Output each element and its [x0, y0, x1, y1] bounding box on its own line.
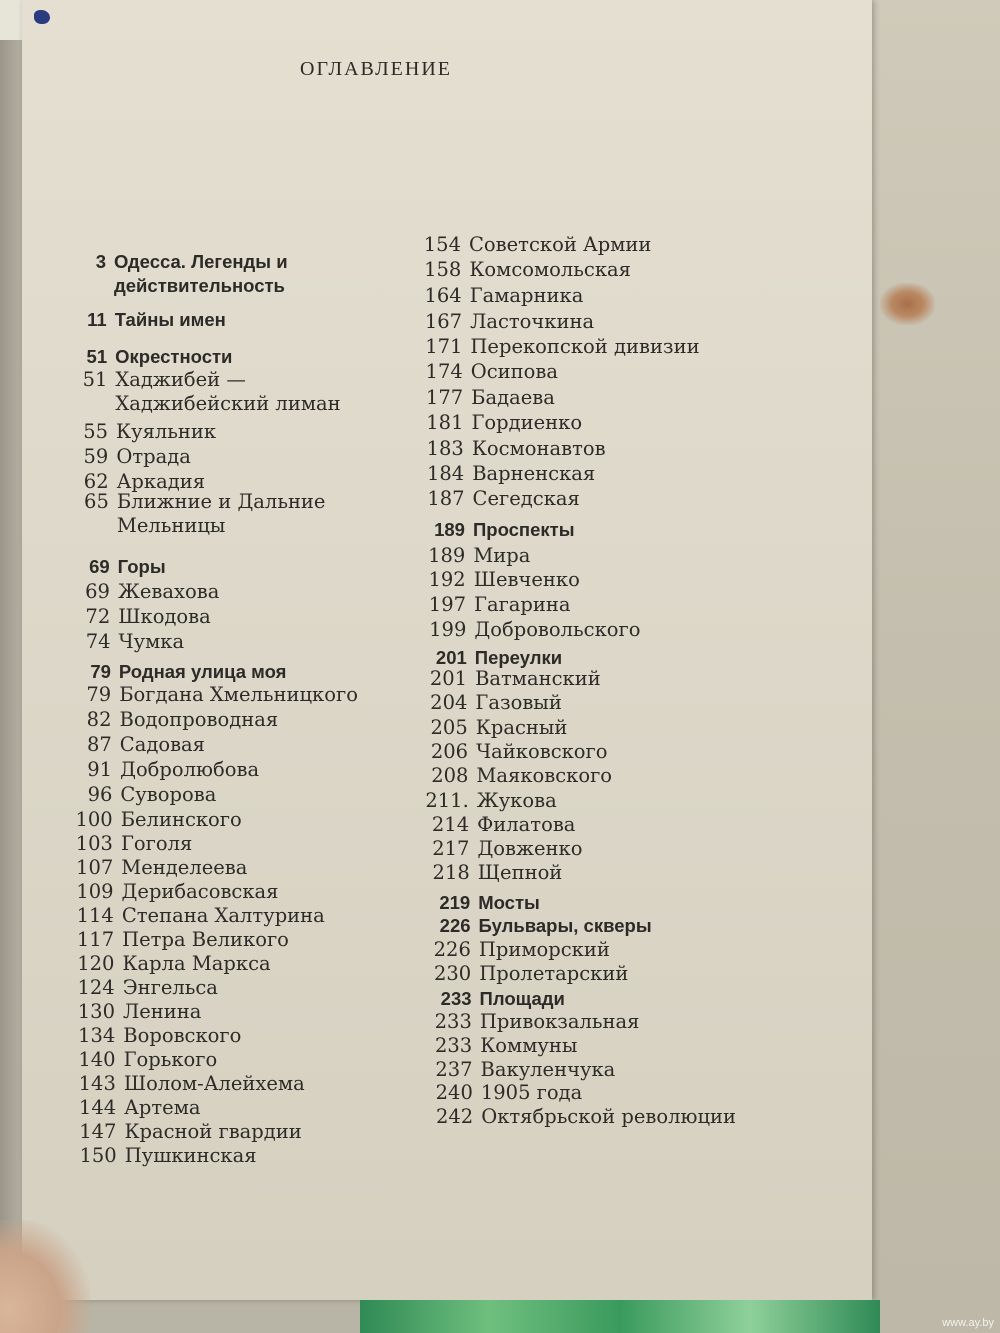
- toc-entry-label: Одесса. Легенды и действительность: [114, 251, 288, 296]
- toc-entry-label: Шолом-Алейхема: [123, 1072, 305, 1095]
- toc-page-number: 164: [424, 284, 462, 307]
- toc-page-number: 211.: [425, 789, 469, 812]
- toc-entry: [405, 233, 651, 257]
- toc-page-number: 233: [434, 1010, 472, 1033]
- toc-entry-label: Газовый: [475, 691, 562, 714]
- toc-page-number: 242: [435, 1105, 474, 1128]
- toc-entry-label: Водопроводная: [119, 708, 279, 731]
- toc-entry-label: Октябрьской революции: [481, 1105, 736, 1128]
- toc-entry-label: Шевченко: [473, 568, 580, 591]
- toc-entry-label: Родная улица моя: [118, 661, 287, 682]
- toc-page-number: 199: [429, 618, 467, 641]
- toc-entry-label: Мосты: [478, 892, 540, 913]
- toc-entry: [66, 758, 259, 782]
- toc-entry-label: Аркадия: [116, 470, 205, 493]
- toc-entry: [65, 683, 358, 707]
- toc-entry: [415, 914, 652, 938]
- toc-page-number: 11: [87, 309, 107, 330]
- toc-entry-label: Суворова: [120, 783, 217, 806]
- toc-entry: [69, 1000, 201, 1024]
- toc-page-number: 103: [75, 832, 113, 855]
- page-title: ОГЛАВЛЕНИЕ: [300, 58, 452, 80]
- toc-entry: [61, 308, 226, 332]
- background-right: [865, 0, 1000, 1333]
- toc-page-number: 218: [432, 861, 470, 884]
- toc-page-number: 65: [84, 490, 109, 513]
- toc-entry-label: Добролюбова: [120, 758, 260, 781]
- toc-entry-label: Богдана Хмельницкого: [119, 683, 358, 706]
- toc-page-number: 147: [79, 1120, 117, 1143]
- toc-page-number: 69: [85, 580, 110, 603]
- toc-entry-label: Хаджибей — Хаджибейский лиман: [115, 368, 341, 415]
- toc-page-number: 96: [87, 783, 113, 806]
- toc-entry-label: Щепной: [477, 861, 563, 884]
- toc-entry: [62, 445, 191, 469]
- toc-entry: [414, 861, 563, 885]
- ink-mark: [34, 10, 50, 24]
- toc-page-number: 79: [86, 683, 112, 706]
- toc-page-number: 167: [424, 310, 463, 333]
- toc-page-number: 189: [428, 544, 466, 567]
- toc-page-number: 134: [78, 1024, 116, 1047]
- toc-page-number: 181: [426, 411, 464, 434]
- toc-page-number: 226: [439, 915, 471, 936]
- toc-page-number: 51: [86, 346, 108, 367]
- toc-page-number: 171: [425, 335, 463, 358]
- toc-page-number: 74: [85, 630, 111, 653]
- toc-entry: [70, 1048, 218, 1072]
- toc-page-number: 214: [431, 813, 470, 836]
- toc-entry: [416, 1010, 640, 1034]
- toc-page-number: 59: [83, 445, 109, 468]
- toc-page-number: 204: [430, 691, 468, 714]
- toc-entry: [70, 1120, 301, 1144]
- toc-entry-label: Советской Армии: [469, 233, 652, 256]
- toc-page-number: 206: [430, 740, 469, 763]
- toc-entry-label: Гоголя: [120, 832, 193, 855]
- toc-page-number: 114: [76, 904, 114, 927]
- toc-entry-label: Гамарника: [469, 284, 584, 307]
- toc-page-number: 79: [90, 661, 111, 682]
- toc-entry: [405, 258, 631, 282]
- toc-page-number: 240: [435, 1081, 473, 1104]
- toc-entry: [409, 487, 580, 511]
- toc-entry-label: Приморский: [478, 938, 610, 961]
- toc-entry: [410, 593, 570, 617]
- toc-entry-label: Добровольского: [474, 618, 641, 641]
- toc-page-number: 230: [433, 962, 472, 985]
- toc-entry-label: Пушкинская: [124, 1144, 257, 1167]
- toc-entry-label: Артема: [124, 1096, 201, 1119]
- toc-entry: [68, 952, 270, 976]
- toc-entry: [61, 368, 375, 416]
- toc-entry-label: Мира: [473, 544, 531, 567]
- toc-entry-label: Красный: [475, 716, 568, 739]
- toc-entry-label: Петра Великого: [122, 928, 289, 951]
- toc-page-number: 154: [423, 233, 461, 256]
- toc-entry: [65, 660, 287, 684]
- toc-entry: [65, 708, 278, 732]
- toc-page-number: 205: [430, 716, 468, 739]
- toc-entry: [68, 928, 289, 952]
- toc-entry-label: Чайковского: [476, 740, 608, 763]
- toc-page-number: 208: [431, 764, 469, 787]
- toc-entry: [407, 411, 582, 435]
- toc-page-number: 150: [79, 1144, 117, 1167]
- toc-page-number: 144: [78, 1096, 117, 1119]
- toc-entry-label: Менделеева: [121, 856, 248, 879]
- toc-entry-label: Бадаева: [471, 386, 555, 409]
- toc-entry: [67, 856, 247, 880]
- toc-entry-label: Ласточкина: [470, 310, 595, 333]
- toc-entry: [64, 580, 219, 604]
- toc-entry-label: 1905 года: [480, 1081, 583, 1104]
- toc-entry-label: Окрестности: [115, 346, 233, 367]
- toc-entry-label: Воровского: [123, 1024, 242, 1047]
- toc-page-number: 51: [82, 368, 108, 391]
- toc-page-number: 237: [435, 1058, 473, 1081]
- toc-entry-label: Белинского: [120, 808, 242, 831]
- toc-page-number: 143: [78, 1072, 116, 1095]
- toc-page-number: 91: [87, 758, 113, 781]
- book-cover-edge: [360, 1300, 880, 1333]
- toc-entry-label: Степана Халтурина: [121, 904, 325, 927]
- toc-entry: [69, 976, 218, 1000]
- toc-page-number: 130: [77, 1000, 115, 1023]
- toc-entry-label: Перекопской дивизии: [470, 335, 700, 358]
- toc-entry: [66, 733, 205, 757]
- toc-page-number: 233: [440, 988, 472, 1009]
- toc-entry-label: Осипова: [470, 360, 559, 383]
- toc-entry: [63, 490, 377, 538]
- toc-page-number: 87: [86, 733, 112, 756]
- toc-entry-label: Красной гвардии: [124, 1120, 302, 1143]
- toc-entry: [417, 1081, 582, 1105]
- toc-page-number: 107: [76, 856, 114, 879]
- toc-entry: [70, 1096, 200, 1120]
- toc-entry-label: Энгельса: [122, 976, 218, 999]
- background-stain: [880, 283, 935, 325]
- toc-page-number: 184: [426, 462, 465, 485]
- toc-page-number: 82: [86, 708, 112, 731]
- toc-entry-label: Ближние и Дальние Мельницы: [116, 490, 326, 537]
- toc-entry-label: Космонавтов: [471, 437, 606, 460]
- toc-entry: [62, 420, 216, 444]
- toc-entry: [66, 783, 216, 807]
- toc-entry: [412, 716, 568, 740]
- toc-page-number: 62: [83, 470, 109, 493]
- toc-entry: [412, 764, 612, 788]
- toc-entry: [408, 462, 595, 486]
- toc-page-number: 120: [77, 952, 115, 975]
- toc-entry-label: Пролетарский: [479, 962, 629, 985]
- toc-entry: [416, 987, 565, 1011]
- toc-page-number: 158: [424, 258, 462, 281]
- finger: [0, 1220, 90, 1333]
- toc-entry-label: Горы: [117, 556, 166, 577]
- toc-entry-label: Жукова: [476, 789, 557, 812]
- toc-entry: [409, 544, 530, 568]
- toc-entry-label: Чумка: [118, 630, 185, 653]
- toc-page-number: 192: [428, 568, 466, 591]
- toc-entry-label: Филатова: [477, 813, 576, 836]
- toc-entry: [69, 1024, 241, 1048]
- toc-entry: [61, 345, 232, 369]
- toc-page-number: 217: [432, 837, 470, 860]
- toc-entry-label: Варненская: [472, 462, 596, 485]
- toc-page-number: 109: [76, 880, 114, 903]
- toc-entry: [417, 1058, 616, 1082]
- toc-entry-label: Маяковского: [476, 764, 613, 787]
- toc-page-number: 201: [435, 647, 467, 668]
- toc-entry: [415, 962, 628, 986]
- toc-entry-label: Тайны имен: [114, 309, 226, 330]
- toc-entry-label: Ватманский: [475, 667, 601, 690]
- toc-entry-label: Шкодова: [118, 605, 211, 628]
- toc-entry-label: Довженко: [477, 837, 583, 860]
- toc-entry-label: Сегедская: [472, 487, 580, 510]
- toc-page-number: 3: [95, 251, 106, 272]
- toc-page-number: 183: [426, 437, 464, 460]
- toc-page-number: 72: [85, 605, 111, 628]
- toc-page-number: 226: [433, 938, 471, 961]
- toc-entry-label: Горького: [123, 1048, 218, 1071]
- toc-entry-label: Жевахова: [117, 580, 220, 603]
- toc-entry-label: Гордиенко: [471, 411, 583, 434]
- toc-page-number: 233: [434, 1034, 473, 1057]
- toc-page-number: 187: [427, 487, 465, 510]
- toc-entry: [410, 618, 640, 642]
- toc-entry: [410, 568, 580, 592]
- toc-page-number: 124: [77, 976, 115, 999]
- toc-page-number: 69: [89, 556, 110, 577]
- toc-entry: [414, 891, 540, 915]
- toc-page-number: 201: [429, 667, 468, 690]
- toc-entry: [406, 335, 699, 359]
- toc-entry: [64, 605, 211, 629]
- toc-entry-label: Комсомольская: [469, 258, 631, 281]
- toc-page-number: 55: [83, 420, 109, 443]
- toc-entry: [413, 813, 575, 837]
- toc-entry: [65, 630, 185, 654]
- toc-entry: [416, 1034, 577, 1058]
- toc-entry: [406, 310, 594, 334]
- toc-entry-label: Проспекты: [472, 519, 575, 540]
- toc-entry: [67, 808, 242, 832]
- toc-entry-label: Вакуленчука: [480, 1058, 616, 1081]
- toc-entry: [60, 250, 374, 298]
- toc-entry: [415, 938, 610, 962]
- toc-entry: [408, 437, 606, 461]
- toc-entry: [412, 740, 607, 764]
- toc-page-number: 140: [78, 1048, 116, 1071]
- toc-page-number: 177: [425, 386, 464, 409]
- toc-entry-label: Привокзальная: [479, 1010, 640, 1033]
- toc-entry: [407, 360, 558, 384]
- toc-page-number: 100: [75, 808, 113, 831]
- toc-page-number: 189: [434, 519, 465, 540]
- toc-entry: [411, 667, 601, 691]
- toc-entry: [409, 518, 575, 542]
- toc-entry: [411, 691, 561, 715]
- toc-entry-label: Гагарина: [474, 593, 571, 616]
- toc-entry-label: Отрада: [116, 445, 191, 468]
- watermark: www.ay.by: [942, 1317, 994, 1329]
- toc-page-number: 174: [425, 360, 463, 383]
- toc-entry: [68, 880, 279, 904]
- toc-entry: [413, 837, 582, 861]
- toc-entry-label: Куяльник: [116, 420, 217, 443]
- toc-entry: [71, 1144, 257, 1168]
- toc-page-number: 117: [76, 928, 115, 951]
- toc-page-number: 197: [428, 593, 467, 616]
- toc-entry-label: Садовая: [119, 733, 205, 756]
- toc-entry: [68, 904, 325, 928]
- toc-entry: [70, 1072, 305, 1096]
- toc-entry: [64, 555, 166, 579]
- toc-page-number: 219: [439, 892, 471, 913]
- toc-entry-label: Ленина: [123, 1000, 202, 1023]
- toc-entry-label: Карла Маркса: [122, 952, 271, 975]
- toc-entry: [406, 284, 584, 308]
- toc-entry-label: Коммуны: [480, 1034, 578, 1057]
- toc-entry-label: Дерибасовская: [121, 880, 279, 903]
- toc-entry: [67, 832, 192, 856]
- toc-entry-label: Переулки: [474, 647, 563, 668]
- toc-entry-label: Площади: [479, 988, 565, 1009]
- toc-entry: [407, 386, 555, 410]
- toc-entry: [417, 1105, 741, 1129]
- toc-entry-label: Бульвары, скверы: [478, 915, 652, 936]
- toc-entry: [413, 789, 557, 813]
